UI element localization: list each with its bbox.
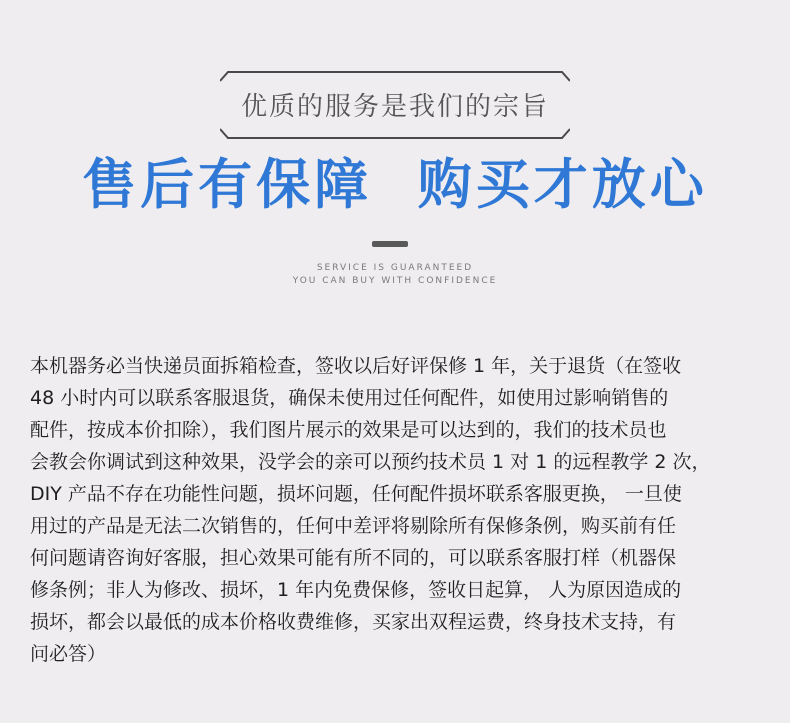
text-line: 修条例；非人为修改、损坏，1 年内免费保修，签收日起算， 人为原因造成的 (30, 579, 682, 601)
text-line: 配件，按成本价扣除），我们图片展示的效果是可以达到的，我们的技术员也 (30, 419, 667, 441)
subtitle: 优质的服务是我们的宗旨 (240, 92, 549, 122)
text-line: DIY 产品不存在功能性问题，损坏问题，任何配件损坏联系客服更换， 一旦使 (30, 483, 682, 505)
text-line: 会教会你调试到这种效果，没学会的亲可以预约技术员 1 对 1 的远程教学 2 次， (30, 451, 711, 473)
text-line: 48 小时内可以联系客服退货，确保未使用过任何配件，如使用过影响销售的 (30, 387, 669, 409)
english-tagline-1: SERVICE IS GUARANTEED (316, 263, 474, 273)
english-tagline-2: YOU CAN BUY WITH CONFIDENCE (292, 276, 498, 286)
service-terms-text (30, 350, 764, 670)
text-line: 本机器务必当快递员面拆箱检查，签收以后好评保修 1 年，关于退货（在签收 (30, 355, 682, 377)
text-line: 问必答） (30, 643, 107, 665)
top-decorative-line (220, 70, 570, 82)
bottom-decorative-line (220, 128, 570, 140)
headline: 售后有保障 购买才放心 (82, 153, 708, 216)
text-line: 何问题请咨询好客服，担心效果可能有所不同的，可以联系客服打样（机器保 (30, 547, 677, 569)
divider-dash (372, 241, 408, 247)
text-line: 用过的产品是无法二次销售的，任何中差评将剔除所有保修条例，购买前有任 (30, 515, 677, 537)
text-line: 损坏，都会以最低的成本价格收费维修，买家出双程运费，终身技术支持，有 (30, 611, 677, 633)
